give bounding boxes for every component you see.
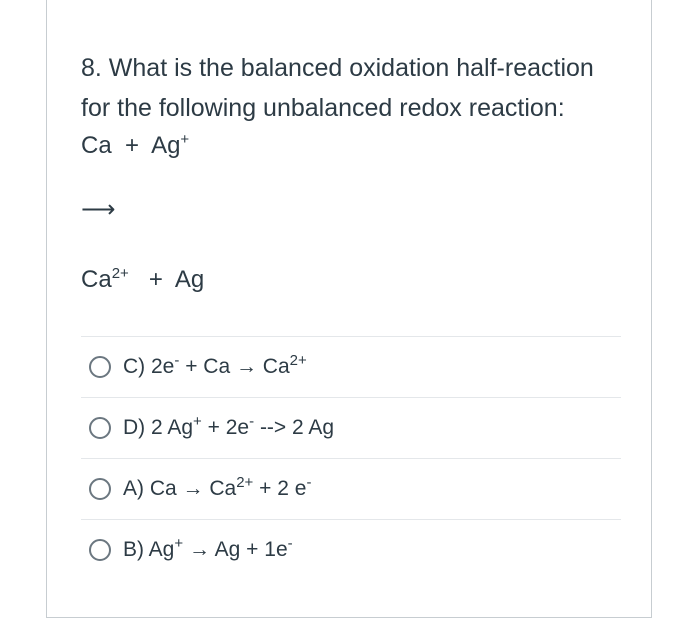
answer-option-label: C) $2e^- + Ca \to Ca^{2+}$ — [123, 352, 307, 378]
answer-option-label: D) 2 Ag+ + 2e- --> 2 Ag — [123, 413, 335, 439]
reactants — [81, 128, 189, 164]
plus-sign: + — [125, 132, 140, 159]
product-ca-charge: 2+ — [111, 265, 129, 282]
answer-options — [81, 336, 621, 580]
answer-option-d[interactable] — [81, 397, 621, 458]
plus-sign-products: + — [148, 266, 163, 293]
question-line-1: 8. What is the balanced oxidation half-reaction — [81, 54, 594, 82]
products — [81, 262, 204, 298]
answer-option-b[interactable] — [81, 519, 621, 580]
product-ca: Ca — [81, 266, 112, 293]
radio-button-icon[interactable] — [89, 417, 111, 439]
radio-button-icon[interactable] — [89, 356, 111, 378]
answer-option-a[interactable] — [81, 458, 621, 519]
question-text — [81, 48, 641, 128]
radio-button-icon[interactable] — [89, 478, 111, 500]
answer-option-label: B) Ag+ → Ag + 1e- — [123, 535, 293, 561]
reactant-ca: Ca — [81, 132, 112, 159]
answer-option-label: A) $Ca \to Ca^{2+} + 2$ e- — [123, 474, 312, 500]
reactant-ag: Ag — [151, 132, 181, 159]
question-card — [46, 0, 652, 618]
answer-option-c[interactable] — [81, 336, 621, 397]
radio-button-icon[interactable] — [89, 539, 111, 561]
product-ag: Ag — [174, 266, 205, 293]
question-line-2: for the following unbalanced redox reaction: — [81, 94, 565, 122]
reactant-ag-charge: + — [180, 131, 190, 148]
reaction-arrow: ⟶ — [81, 196, 116, 223]
